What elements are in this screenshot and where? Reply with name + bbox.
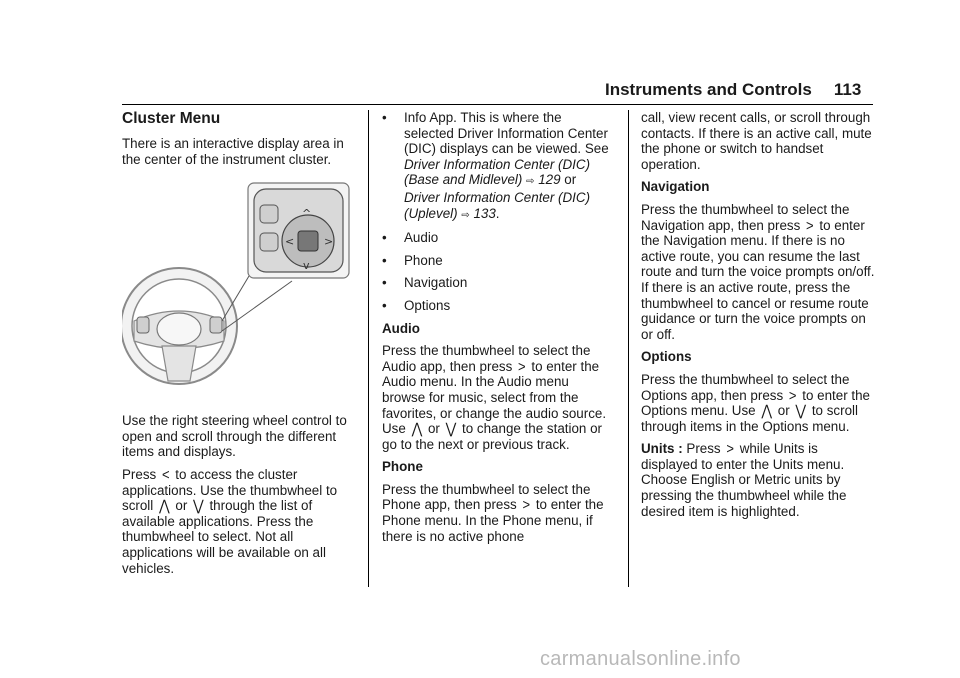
units-label: Units : [641,441,683,457]
text-run: to enter the Navigation menu. If there is no active route, you can resume the last route and turn the voice prompts on/off. If there is an active route, press the thumbwheel to cancel or resume route guidance or turn the voice prompts on or off. [641,217,875,342]
bullet-icon: • [382,230,387,246]
text-run: Press [122,466,157,482]
list-item-label: Audio [404,230,439,246]
steering-wheel-illustration [122,181,354,403]
list-item [382,110,612,223]
text-run: to access the cluster applications. Use the thumbwheel to scroll [122,466,338,514]
down-arrow-icon: ⋁ [795,401,807,420]
column-3 [641,110,876,526]
list-item [382,230,612,246]
column-1 [122,110,354,583]
steering-wheel-image [122,181,352,403]
left-arrow-icon: < [161,465,170,484]
text-run: to enter the Options menu. Use [641,387,870,419]
paragraph-options [641,372,876,434]
text-run: to enter the Phone menu. In the Phone menu, if there is no active phone [382,497,604,544]
watermark: carmanualsonline.info [540,648,741,670]
right-arrow-icon: > [726,440,734,458]
down-arrow-icon: ⋁ [445,419,457,438]
text-run: or [777,403,790,419]
text-run: . [495,205,500,221]
list-item [382,275,612,291]
list-item-label: Navigation [404,275,468,291]
text-run: Press the thumbwheel to select the Audio app, then press [382,343,591,374]
svg-text:<: < [285,235,295,249]
section-heading: Cluster Menu [122,110,221,127]
text-run: to scroll through items in the Options menu. [641,403,858,434]
text-run: Press the thumbwheel to select the Phone app, then press [382,481,591,513]
right-arrow-icon: > [522,496,531,514]
text-run: Press [686,441,721,457]
up-arrow-icon: ⋀ [761,401,773,420]
bullet-icon: • [382,110,387,125]
column-divider [368,110,369,587]
paragraph-phone [382,482,612,544]
column-2 [382,110,612,551]
list-item [382,298,612,314]
subheading-audio: Audio [382,320,420,336]
paragraph-controls: Use the right steering wheel control to open and scroll through the different items and displays. [122,413,347,460]
text-run: or [427,421,440,437]
text-run: through the list of available applications. Press the thumbwheel to select. Not all applications will be available on all vehicles. [122,498,326,576]
text-run: Press the thumbwheel to select the Navigation app, then press [641,201,850,233]
text-run: to enter the Audio menu. In the Audio menu browse for music, select from the favorites, or change the audio source. Use [382,358,607,437]
paragraph-audio [382,343,612,452]
cross-reference-link[interactable]: Driver Information Center (DIC) (Base and Midlevel) [404,156,591,188]
text-run: to change the station or go to the next or previous track. [382,421,602,452]
paragraph-press [122,467,354,576]
text-run: or [175,498,188,514]
up-arrow-icon: ⋀ [411,419,423,438]
down-arrow-icon: ⋁ [193,496,204,515]
text-run: Press the thumbwheel to select the Options app, then press [641,371,850,403]
paragraph-units [641,441,876,519]
bullet-icon: • [382,275,387,291]
section-title: Instruments and Controls [605,80,812,99]
page-reference[interactable]: 129 [538,172,561,188]
list-item-label: Phone [404,252,443,268]
cross-reference-link[interactable]: Driver Information Center (DIC) (Uplevel) [404,189,591,221]
right-arrow-icon: > [806,216,814,234]
app-list [382,110,612,314]
intro-paragraph: There is an interactive display area in the center of the instrument cluster. [122,136,344,167]
svg-text:v: v [303,259,310,273]
subheading-navigation: Navigation [641,179,710,195]
page-number: 113 [833,80,862,99]
list-item-label: Options [404,297,451,313]
header-rule [122,104,873,105]
text-run: or [564,172,577,188]
page-header [605,80,861,100]
page-reference[interactable]: 133 [473,205,496,221]
reference-arrow-icon: ⇨ [461,209,470,221]
subheading-phone: Phone [382,459,423,475]
bullet-icon: • [382,297,387,313]
list-item [382,253,612,269]
paragraph-phone-continued: call, view recent calls, or scroll through contacts. If there is an active call, mute the phone or switch to handset operation. [641,110,872,172]
text-run: Info App. This is where the selected Driver Information Center (DIC) displays can be viewed. See [404,110,609,157]
column-divider [628,110,629,587]
paragraph-navigation [641,202,876,342]
right-arrow-icon: > [518,357,526,375]
reference-arrow-icon: ⇨ [526,176,535,188]
text-run: while Units is displayed to enter the Units menu. Choose English or Metric units by pressing the thumbwheel while the desired item is highlighted. [641,441,847,519]
up-arrow-icon: ⋀ [158,496,170,515]
subheading-options: Options [641,349,692,365]
bullet-icon: • [382,252,387,268]
svg-text:>: > [324,235,334,249]
right-arrow-icon: > [788,386,797,404]
svg-text:^: ^ [302,207,312,221]
